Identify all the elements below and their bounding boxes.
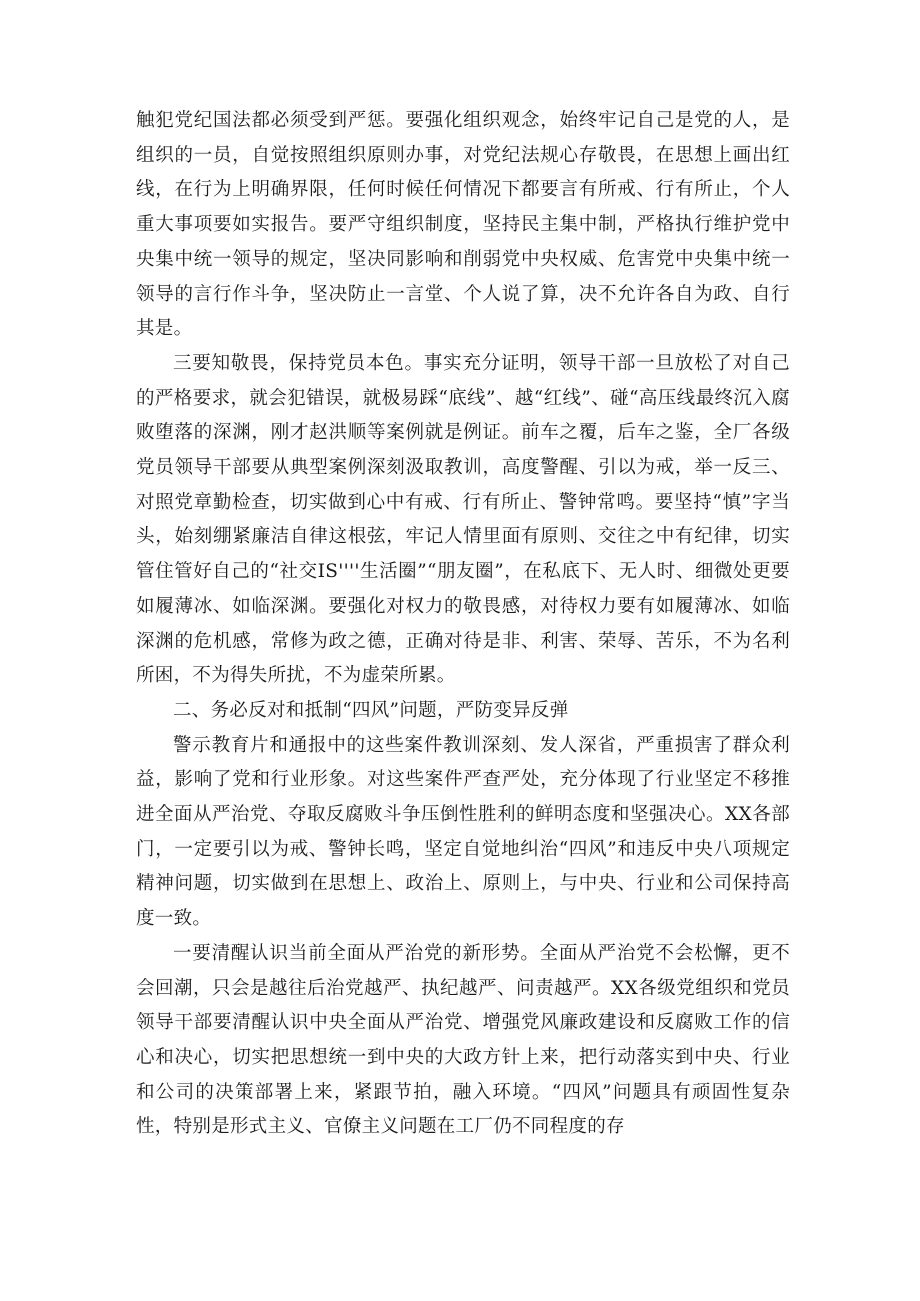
document-body — [136, 104, 790, 1145]
section-heading: 二、务必反对和抵制“四风”问题，严防变异反弹 — [173, 699, 569, 721]
paragraph-3: 警示教育片和通报中的这些案件教训深刻、发人深省，严重损害了群众利益，影响了党和行业形象。对这些案件严查严处，充分体现了行业坚定不移推进全面从严治党、夺取反腐败斗争压倒性胜利的鲜明态度和坚强决心。XX各部门，一定要引以为戒、警钟长鸣，坚定自觉地纠治“四风”和违反中央八项规定精神问题，切实做到在思想上、政治上、原则上，与中央、行业和公司保持高度一致。 — [136, 734, 790, 930]
paragraph-1: 触犯党纪国法都必须受到严惩。要强化组织观念，始终牢记自己是党的人，是组织的一员，自觉按照组织原则办事，对党纪法规心存敬畏，在思想上画出红线，在行为上明确界限，任何时候任何情况下都要言有所戒、行有所止，个人重大事项要如实报告。要严守组织制度，坚持民主集中制，严格执行维护党中央集中统一领导的规定，坚决同影响和削弱党中央权威、危害党中央集中统一领导的言行作斗争，坚决防止一言堂、个人说了算，决不允许各自为政、自行其是。 — [136, 110, 790, 340]
paragraph-2: 三要知敬畏，保持党员本色。事实充分证明，领导干部一旦放松了对自己的严格要求，就会犯错误，就极易踩“底线”、越“红线”、碰“高压线最终沉入腐败堕落的深渊，刚才赵洪顺等案例就是例证。前车之覆，后车之鉴，全厂各级党员领导干部要从典型案例深刻汲取教训，高度警醒、引以为戒，举一反三、对照党章勤检查，切实做到心中有戒、行有所止、警钟常鸣。要坚持“慎”字当头，始刻绷紧廉洁自律这根弦，牢记人情里面有原则、交往之中有纪律，切实管住管好自己的“社交IS''''生活圈”“朋友圈”，在私底下、无人时、细微处更要如履薄冰、如临深渊。要强化对权力的敬畏感，对待权力要有如履薄冰、如临深渊的危机感，常修为政之德，正确对待是非、利害、荣辱、苦乐，不为名利所困，不为得失所扰，不为虚荣所累。 — [136, 352, 790, 687]
paragraph-4: 一要清醒认识当前全面从严治党的新形势。全面从严治党不会松懈，更不会回潮，只会是越往后治党越严、执纪越严、问责越严。XX各级党组织和党员领导干部要清醒认识中央全面从严治党、增强党风廉政建设和反腐败工作的信心和决心，切实把思想统一到中央的大政方针上来，把行动落实到中央、行业和公司的决策部署上来，紧跟节拍，融入环境。“四风”问题具有顽固性复杂性，特别是形式主义、官僚主义问题在工厂仍不同程度的存 — [136, 942, 790, 1138]
